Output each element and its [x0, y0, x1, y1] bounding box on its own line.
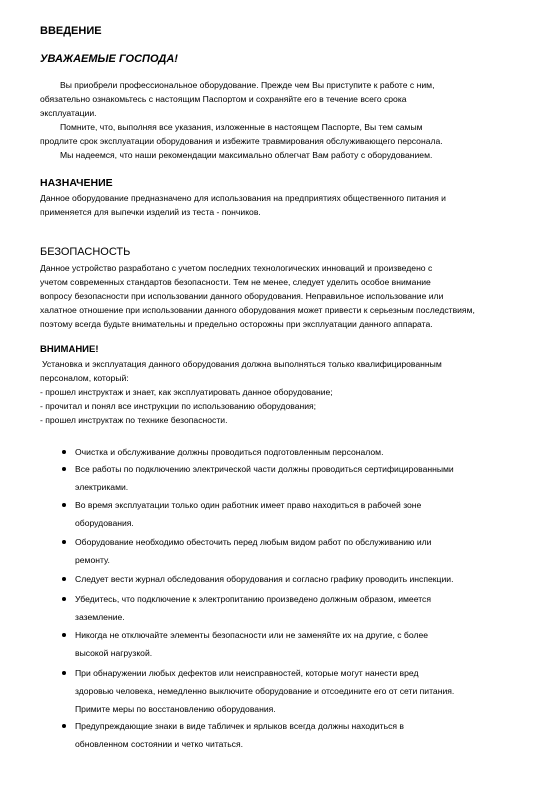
bullet-icon: [62, 503, 66, 507]
safety-line: учетом современных стандартов безопасности. Тем не менее, следует уделить особое внимание: [40, 277, 431, 287]
list-item-line: здоровью человека, немедленно выключите оборудование и отсоедините его от сети питания.: [75, 686, 455, 696]
list-item-line: Оборудование необходимо обесточить перед любым видом работ по обслуживанию или: [75, 537, 432, 547]
intro-line: Мы надеемся, что наши рекомендации максимально облегчат Вам работу с оборудованием.: [60, 150, 433, 160]
attention-line: персоналом, который:: [40, 373, 129, 383]
intro-line: обязательно ознакомьтесь с настоящим Паспортом и сохраняйте его в течение всего срока: [40, 94, 407, 104]
purpose-line: применяется для выпечки изделий из теста - пончиков.: [40, 207, 261, 217]
list-item-line: При обнаружении любых дефектов или неисправностей, которые могут нанести вред: [75, 668, 419, 678]
safety-line: Данное устройство разработано с учетом последних технологических инноваций и произведено с: [40, 263, 433, 273]
attention-line: - прошел инструктаж и знает, как эксплуатировать данное оборудование;: [40, 387, 333, 397]
bullet-icon: [62, 597, 66, 601]
purpose-line: Данное оборудование предназначено для использования на предприятиях общественного питания и: [40, 193, 446, 203]
attention-heading: ВНИМАНИЕ!: [40, 344, 99, 355]
list-item-line: ремонту.: [75, 555, 110, 565]
bullet-icon: [62, 577, 66, 581]
bullet-icon: [62, 450, 66, 454]
bullet-icon: [62, 724, 66, 728]
list-item-line: Во время эксплуатации только один работник имеет право находиться в рабочей зоне: [75, 500, 422, 510]
bullet-icon: [62, 540, 66, 544]
list-item-line: Очистка и обслуживание должны проводиться подготовленным персоналом.: [75, 447, 384, 457]
intro-line: продлите срок эксплуатации оборудования и избежите травмирования обслуживающего персонала.: [40, 136, 443, 146]
list-item-line: Убедитесь, что подключение к электропитанию произведено должным образом, имеется: [75, 594, 431, 604]
bullet-icon: [62, 467, 66, 471]
bullet-icon: [62, 671, 66, 675]
list-item-line: Все работы по подключению электрической части должны проводиться сертифицированными: [75, 464, 454, 474]
safety-line: халатное отношение при использовании данного оборудования может привести к серьезным последствиям,: [40, 305, 475, 315]
list-item-line: Предупреждающие знаки в виде табличек и ярлыков всегда должны находиться в: [75, 721, 404, 731]
attention-line: - прошел инструктаж по технике безопасности.: [40, 415, 228, 425]
purpose-heading: НАЗНАЧЕНИЕ: [40, 177, 113, 189]
bullet-icon: [62, 633, 66, 637]
attention-line: - прочитал и понял все инструкции по использованию оборудования;: [40, 401, 317, 411]
list-item-line: заземление.: [75, 612, 125, 622]
intro-line: эксплуатации.: [40, 108, 97, 118]
list-item-line: Никогда не отключайте элементы безопасности или не заменяйте их на другие, с более: [75, 630, 429, 640]
safety-heading: БЕЗОПАСНОСТЬ: [40, 246, 131, 258]
safety-line: вопросу безопасности при использовании данного оборудования. Неправильное использование или: [40, 291, 444, 301]
intro-heading: ВВЕДЕНИЕ: [40, 25, 102, 37]
list-item-line: Примите меры по восстановлению оборудования.: [75, 704, 276, 714]
intro-line: Вы приобрели профессиональное оборудование. Прежде чем Вы приступите к работе с ним,: [60, 80, 435, 90]
list-item-line: обновленном состоянии и четко читаться.: [75, 739, 244, 749]
safety-line: поэтому всегда будьте внимательны и предельно осторожны при эксплуатации данного аппарата.: [40, 319, 433, 329]
intro-greeting: УВАЖАЕМЫЕ ГОСПОДА!: [40, 53, 178, 65]
list-item-line: электриками.: [75, 482, 129, 492]
list-item-line: оборудования.: [75, 518, 134, 528]
list-item-line: высокой нагрузкой.: [75, 648, 153, 658]
attention-line: Установка и эксплуатация данного оборудования должна выполняться только квалифицированным: [42, 359, 442, 369]
intro-line: Помните, что, выполняя все указания, изложенные в настоящем Паспорте, Вы тем самым: [60, 122, 423, 132]
list-item-line: Следует вести журнал обследования оборудования и согласно графику проводить инспекции.: [75, 574, 454, 584]
